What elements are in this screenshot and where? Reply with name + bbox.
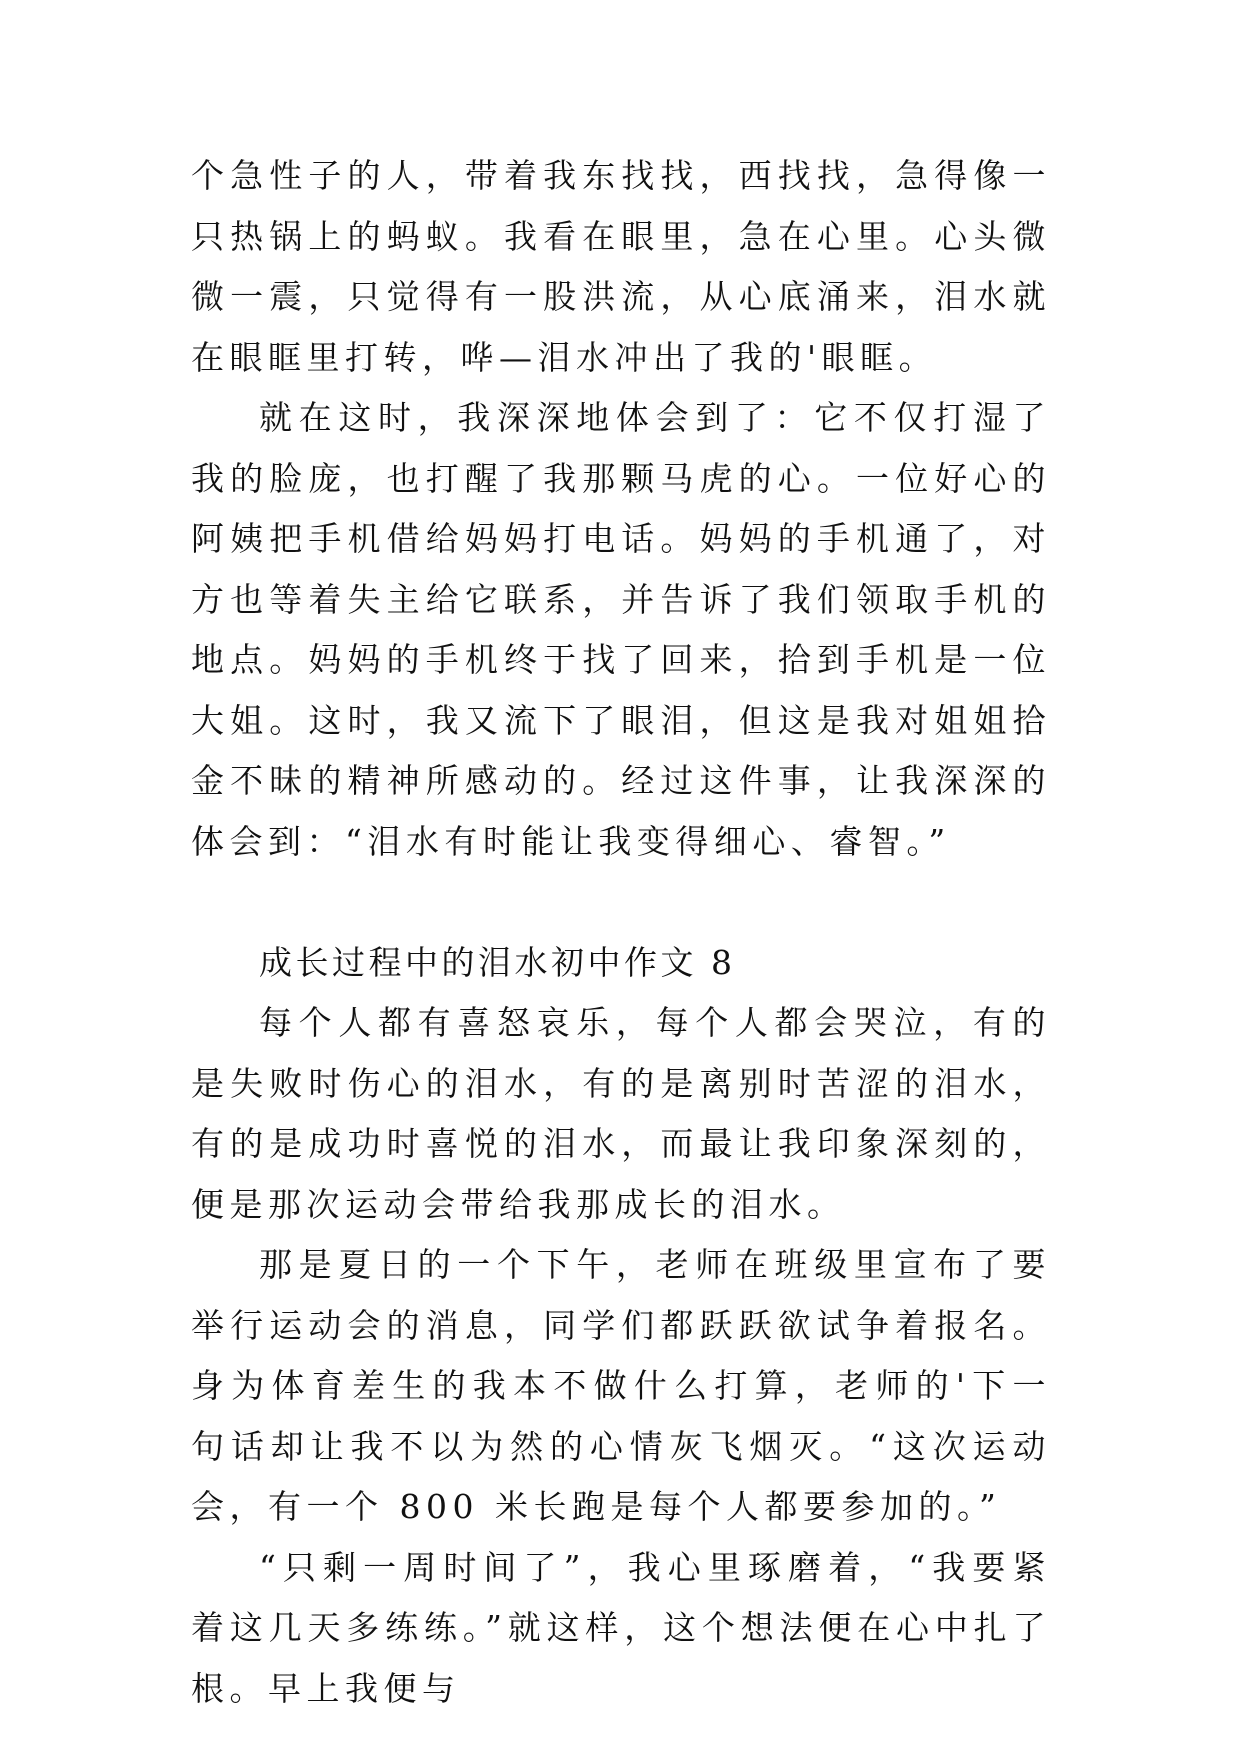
paragraph-3: 每个人都有喜怒哀乐，每个人都会哭泣，有的是失败时伤心的泪水，有的是离别时苦涩的泪水，有的是成功时喜悦的泪水，而最让我印象深刻的，便是那次运动会带给我那成长的泪水。 xyxy=(191,1003,1051,1224)
paragraph-2: 就在这时，我深深地体会到了：它不仅打湿了我的脸庞，也打醒了我那颗马虎的心。一位好心的阿姨把手机借给妈妈打电话。妈妈的手机通了，对方也等着失主给它联系，并告诉了我们领取手机的地点。妈妈的手机终于找了回来，拾到手机是一位大姐。这时，我又流下了眼泪，但这是我对姐姐拾金不昧的精神所感动的。经过这件事，让我深深的体会到：“泪水有时能让我变得细心、睿智。” xyxy=(191,398,1051,861)
section-heading: 成长过程中的泪水初中作文 8 xyxy=(259,942,736,982)
paragraph-4: 那是夏日的一个下午，老师在班级里宣布了要举行运动会的消息，同学们都跃跃欲试争着报名。身为体育差生的我本不做什么打算，老师的'下一句话却让我不以为然的心情灰飞烟灭。“这次运动会，有一个 800 米长跑是每个人都要参加的。” xyxy=(191,1245,1051,1526)
paragraph-5: “只剩一周时间了”，我心里琢磨着，“我要紧着这几天多练练。”就这样，这个想法便在心中扎了根。早上我便与 xyxy=(191,1547,1051,1708)
document-body xyxy=(191,146,1051,1719)
paragraph-1: 个急性子的人，带着我东找找，西找找，急得像一只热锅上的蚂蚁。我看在眼里，急在心里。心头微微一震，只觉得有一股洪流，从心底涌来，泪水就在眼眶里打转，哗—泪水冲出了我的'眼眶。 xyxy=(191,156,1051,377)
